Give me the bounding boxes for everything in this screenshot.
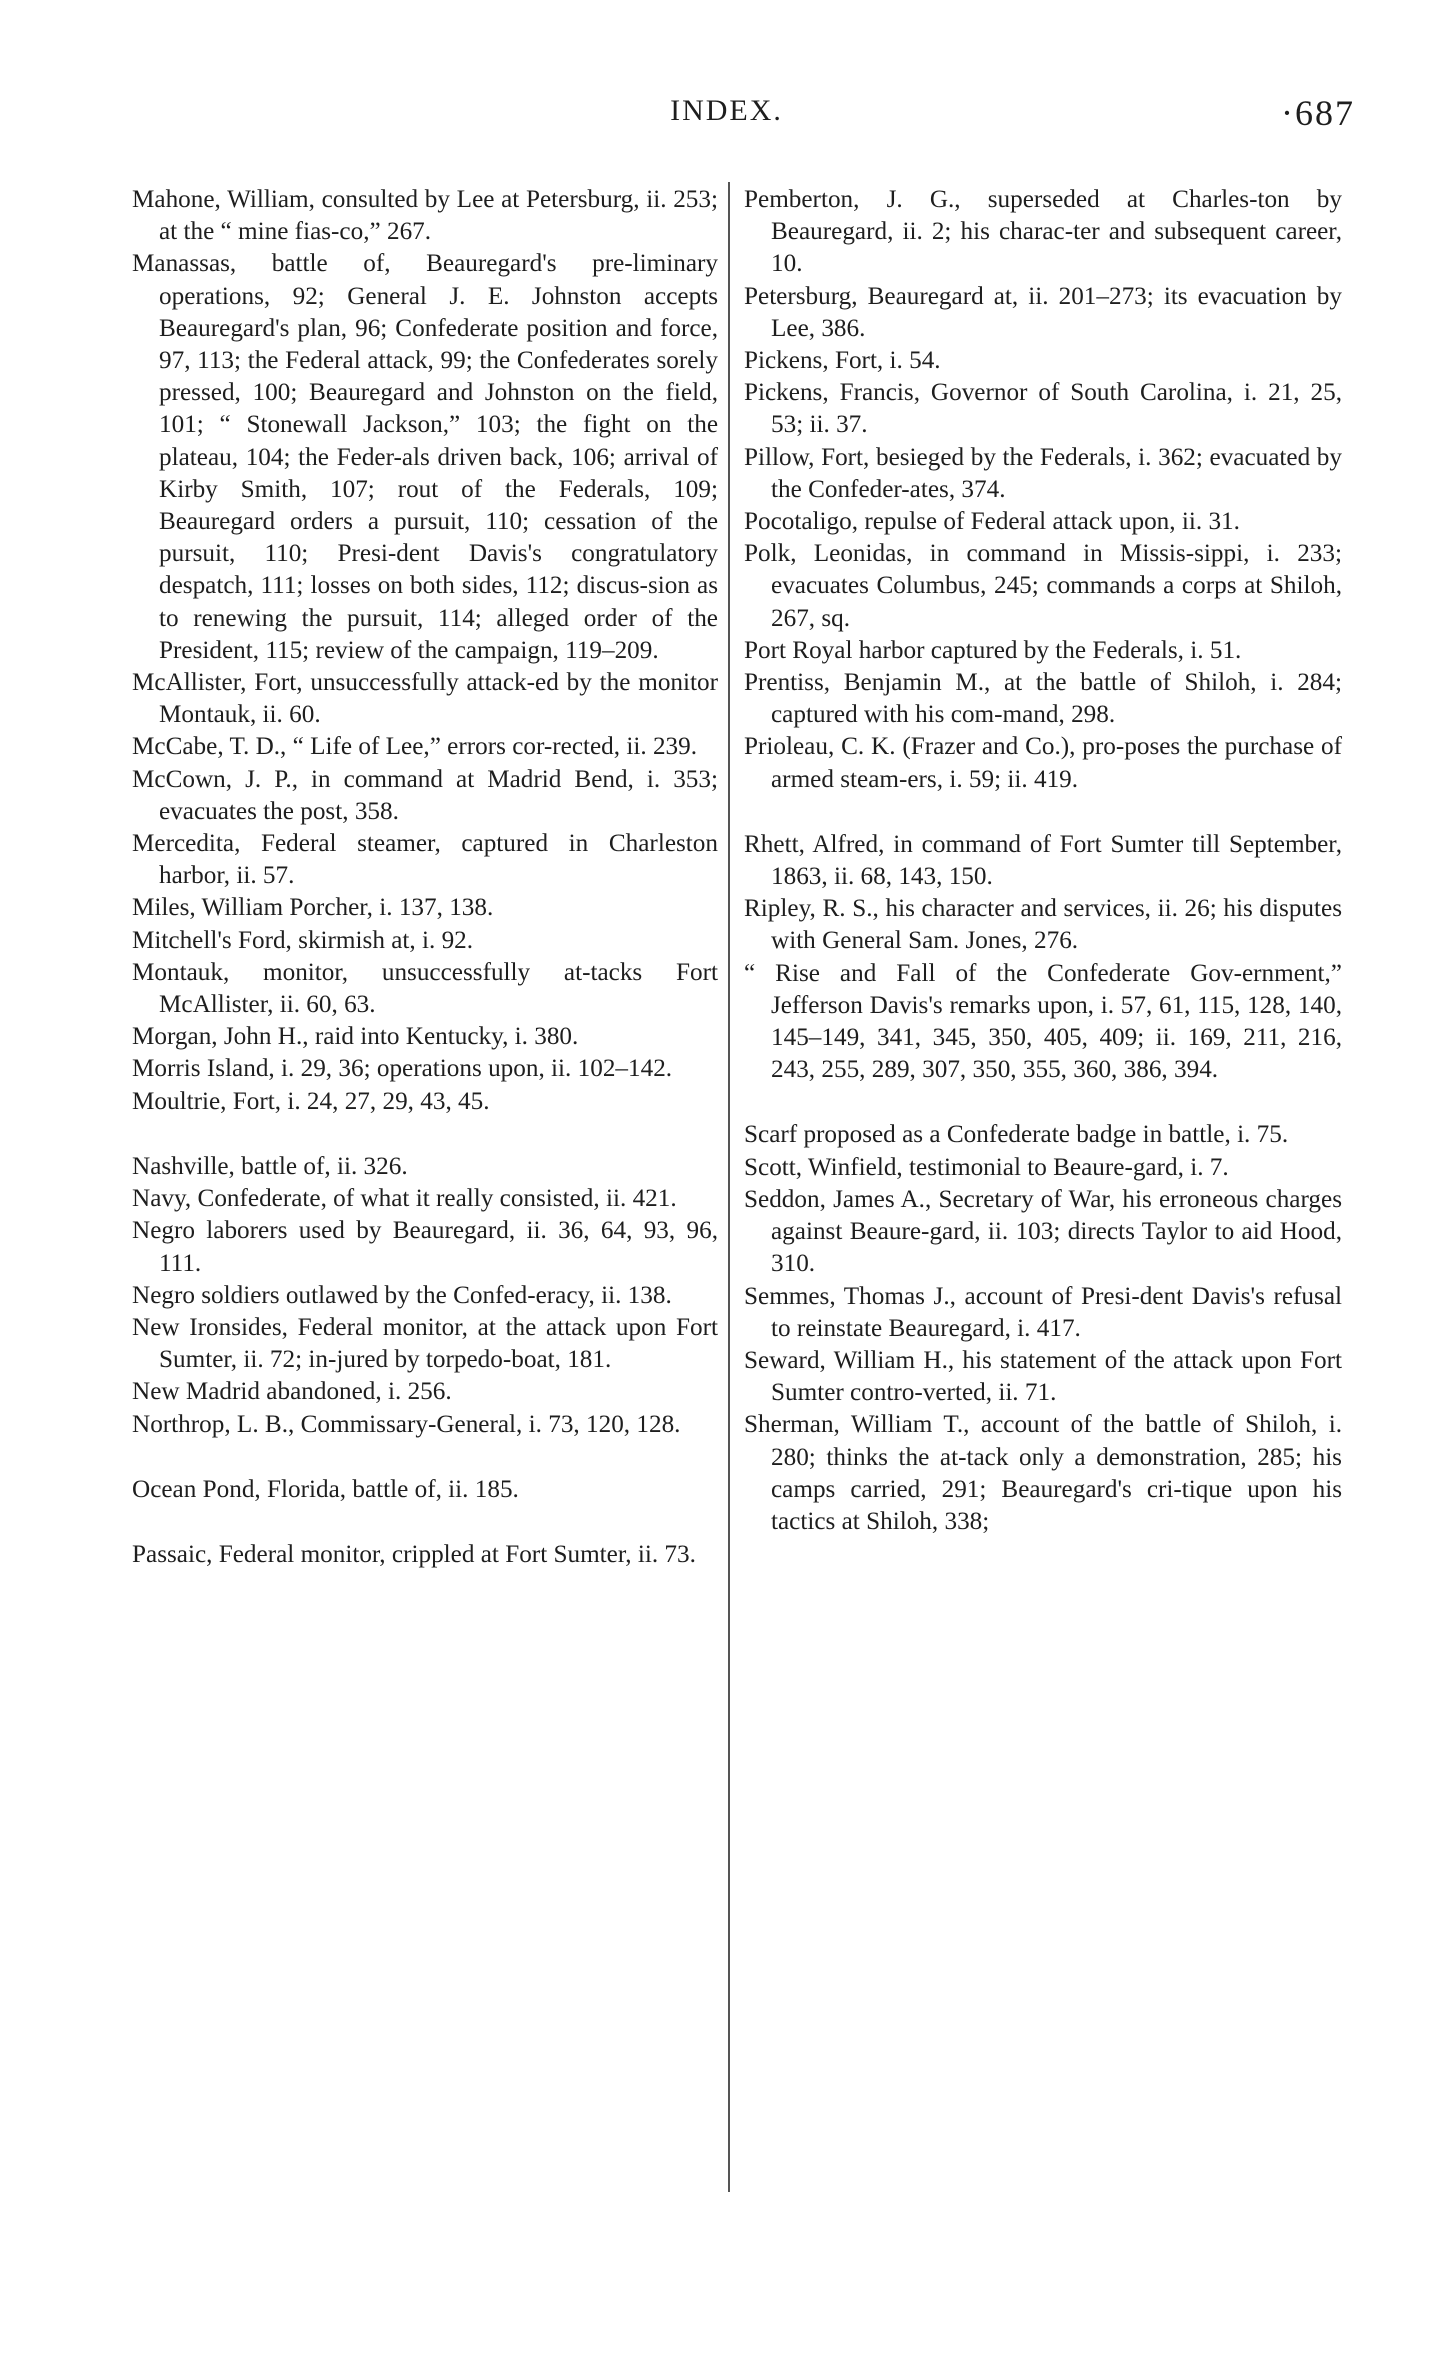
index-entry: Moultrie, Fort, i. 24, 27, 29, 43, 45. [132, 1087, 490, 1115]
index-entry: Port Royal harbor captured by the Federals, i. 51. [744, 636, 1242, 664]
index-entry: Ocean Pond, Florida, battle of, ii. 185. [132, 1475, 519, 1503]
index-entry: Seward, William H., his statement of the attack upon Fort Sumter contro-verted, ii. 71. [744, 1346, 1342, 1407]
index-entry: Miles, William Porcher, i. 137, 138. [132, 894, 494, 922]
index-entry: Mercedita, Federal steamer, captured in Charleston harbor, ii. 57. [132, 830, 718, 890]
running-head: INDEX. [670, 94, 783, 127]
index-entry: Pemberton, J. G., superseded at Charles-ton by Beauregard, ii. 2; his charac-ter and subsequent career, 10. [744, 186, 1342, 278]
index-entry: Northrop, L. B., Commissary-General, i. 73, 120, 128. [132, 1410, 681, 1438]
index-entry: McCown, J. P., in command at Madrid Bend, i. 353; evacuates the post, 358. [132, 765, 718, 825]
index-entry: Prentiss, Benjamin M., at the battle of Shiloh, i. 284; captured with his com-mand, 298. [744, 669, 1342, 729]
index-entry: Scarf proposed as a Confederate badge in battle, i. 75. [744, 1121, 1289, 1149]
index-entry: Seddon, James A., Secretary of War, his erroneous charges against Beaure-gard, ii. 103; directs Taylor to aid Hood, 310. [744, 1185, 1342, 1278]
index-entry: Mahone, William, consulted by Lee at Petersburg, ii. 253; at the “ mine fias-co,” 267. [132, 186, 718, 246]
index-entry: Rhett, Alfred, in command of Fort Sumter till September, 1863, ii. 68, 143, 150. [744, 830, 1342, 891]
index-entry: “ Rise and Fall of the Confederate Gov-ernment,” Jefferson Davis's remarks upon, i. 57, 61, 115, 128, 140, 145–149, 341, 345, 350, 405, 409; ii. 169, 211, 216, 243, 255, 289, 307, 350, 355, 360, 386, 394. [744, 959, 1342, 1084]
index-entry: Mitchell's Ford, skirmish at, i. 92. [132, 926, 474, 954]
right-column [744, 184, 1342, 1538]
section-gap [744, 796, 1342, 829]
index-entry: Nashville, battle of, ii. 326. [132, 1152, 408, 1180]
index-entry: Pickens, Fort, i. 54. [744, 347, 941, 375]
section-gap [132, 1118, 718, 1151]
section-gap [132, 1441, 718, 1474]
page-number: ·687 [1281, 93, 1355, 133]
index-entry: Manassas, battle of, Beauregard's pre-liminary operations, 92; General J. E. Johnston accepts Beauregard's plan, 96; Confederate position and force, 97, 113; the Federal attack, 99; the Confederates sorely pressed, 100; Beauregard and Johnston on the field, 101; “ Stonewall Jackson,” 103; the fight on the plateau, 104; the Feder-als driven back, 106; arrival of Kirby Smith, 107; rout of the Federals, 109; Beauregard orders a pursuit, 110; cessation of the pursuit, 110; Presi-dent Davis's congratulatory despatch, 111; losses on both sides, 112; discus-sion as to renewing the pursuit, 114; alleged order of the President, 115; review of the campaign, 119–209. [132, 250, 718, 664]
index-entry: Negro soldiers outlawed by the Confed-eracy, ii. 138. [132, 1281, 672, 1309]
index-entry: Polk, Leonidas, in command in Missis-sippi, i. 233; evacuates Columbus, 245; commands a corps at Shiloh, 267, sq. [744, 540, 1342, 632]
index-entry: McCabe, T. D., “ Life of Lee,” errors cor-rected, ii. 239. [132, 733, 698, 761]
index-entry: McAllister, Fort, unsuccessfully attack-ed by the monitor Montauk, ii. 60. [132, 669, 718, 729]
index-entry: Prioleau, C. K. (Frazer and Co.), pro-poses the purchase of armed steam-ers, i. 59; ii. 419. [744, 733, 1342, 793]
index-entry: Pocotaligo, repulse of Federal attack upon, ii. 31. [744, 508, 1240, 536]
index-entry: Sherman, William T., account of the battle of Shiloh, i. 280; thinks the at-tack only a demonstration, 285; his camps carried, 291; Beauregard's cri-tique upon his tactics at Shiloh, 338; [744, 1411, 1342, 1535]
index-entry: Petersburg, Beauregard at, ii. 201–273; its evacuation by Lee, 386. [744, 282, 1342, 342]
index-entry: Morris Island, i. 29, 36; operations upon, ii. 102–142. [132, 1055, 673, 1083]
index-entry: Negro laborers used by Beauregard, ii. 36, 64, 93, 96, 111. [132, 1217, 718, 1277]
index-entry: Navy, Confederate, of what it really consisted, ii. 421. [132, 1185, 677, 1213]
index-entry: Semmes, Thomas J., account of Presi-dent Davis's refusal to reinstate Beauregard, i. 417. [744, 1282, 1342, 1342]
left-column [132, 184, 718, 1571]
index-entry: Scott, Winfield, testimonial to Beaure-gard, i. 7. [744, 1153, 1229, 1181]
index-entry: Pickens, Francis, Governor of South Carolina, i. 21, 25, 53; ii. 37. [744, 379, 1342, 439]
column-divider [728, 182, 730, 2192]
section-gap [132, 1506, 718, 1539]
index-entry: Ripley, R. S., his character and services, ii. 26; his disputes with General Sam. Jones, 276. [744, 895, 1342, 955]
index-entry: Pillow, Fort, besieged by the Federals, i. 362; evacuated by the Confeder-ates, 374. [744, 443, 1342, 503]
section-gap [744, 1086, 1342, 1119]
index-entry: Montauk, monitor, unsuccessfully at-tacks Fort McAllister, ii. 60, 63. [132, 958, 718, 1019]
index-entry: Morgan, John H., raid into Kentucky, i. 380. [132, 1023, 579, 1051]
index-entry: New Ironsides, Federal monitor, at the attack upon Fort Sumter, ii. 72; in-jured by torpedo-boat, 181. [132, 1313, 718, 1374]
index-entry: Passaic, Federal monitor, crippled at Fort Sumter, ii. 73. [132, 1540, 696, 1568]
index-entry: New Madrid abandoned, i. 256. [132, 1378, 452, 1406]
